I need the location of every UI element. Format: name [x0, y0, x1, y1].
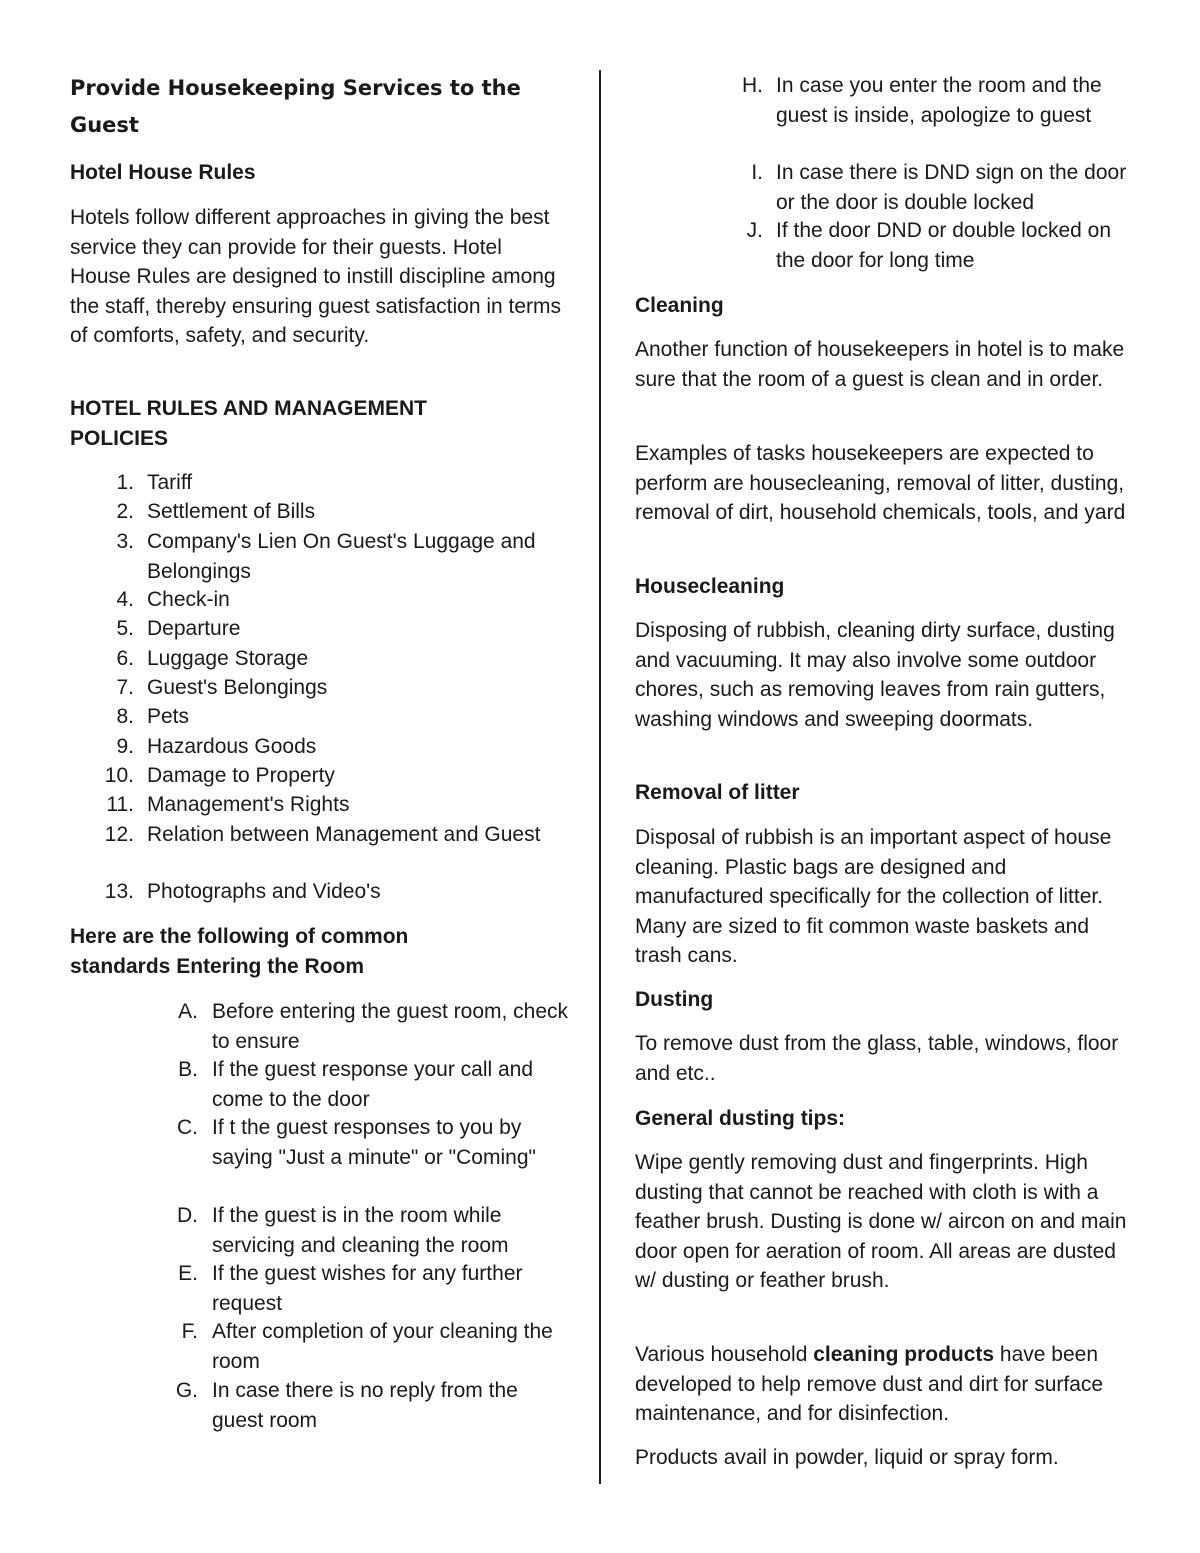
hotel-house-rules-heading: Hotel House Rules [70, 161, 256, 184]
housecleaning-paragraph: Disposing of rubbish, cleaning dirty surface, dusting and vacuuming. It may also involve some outdoor chores, such as removing leaves from rain gutters, washing windows and sweeping doormats. [635, 619, 1115, 731]
column-divider [599, 70, 601, 1484]
document-title: Provide Housekeeping Services to the Guest [70, 76, 521, 137]
dusting-tips-heading: General dusting tips: [635, 1107, 846, 1130]
removal-of-litter-heading: Removal of litter [635, 781, 800, 804]
cleaning-heading: Cleaning [635, 294, 724, 317]
dusting-heading: Dusting [635, 988, 714, 1011]
dusting-paragraph: To remove dust from the glass, table, windows, floor and etc.. [635, 1032, 1119, 1085]
housecleaning-heading: Housecleaning [635, 575, 785, 598]
cleaning-paragraph-1: Another function of housekeepers in hotel is to make sure that the room of a guest is clean and in order. [635, 338, 1125, 391]
cleaning-paragraph-2: Examples of tasks housekeepers are expected to perform are housecleaning, removal of litter, dusting, removal of dirt, household chemicals, tools, and yard [635, 442, 1126, 524]
products-form-paragraph: Products avail in powder, liquid or spray form. [635, 1446, 1059, 1469]
policies-heading: HOTEL RULES AND MANAGEMENT POLICIES [70, 397, 427, 450]
hotel-house-rules-paragraph: Hotels follow different approaches in giving the best service they can provide for their guests. Hotel House Rules are designed to instill discipline among the staff, thereby ensuring guest satisfaction in terms of comforts, safety, and security. [70, 206, 562, 347]
cleaning-products-emphasis: cleaning products [813, 1343, 995, 1366]
removal-of-litter-paragraph: Disposal of rubbish is an important aspect of house cleaning. Plastic bags are designed and manufactured specifically for the collection of litter. Many are sized to fit common waste baskets and trash cans. [635, 826, 1112, 967]
cleaning-products-paragraph: Various household cleaning products have been developed to help remove dust and dirt for surface maintenance, and for disinfection. [635, 1343, 1104, 1425]
dusting-tips-paragraph: Wipe gently removing dust and fingerprints. High dusting that cannot be reached with cloth is with a feather brush. Dusting is done w/ aircon on and main door open for aeration of room. All areas are dusted w/ dusting or feather brush. [635, 1151, 1127, 1292]
entering-room-heading: Here are the following of common standards Entering the Room [70, 925, 409, 978]
